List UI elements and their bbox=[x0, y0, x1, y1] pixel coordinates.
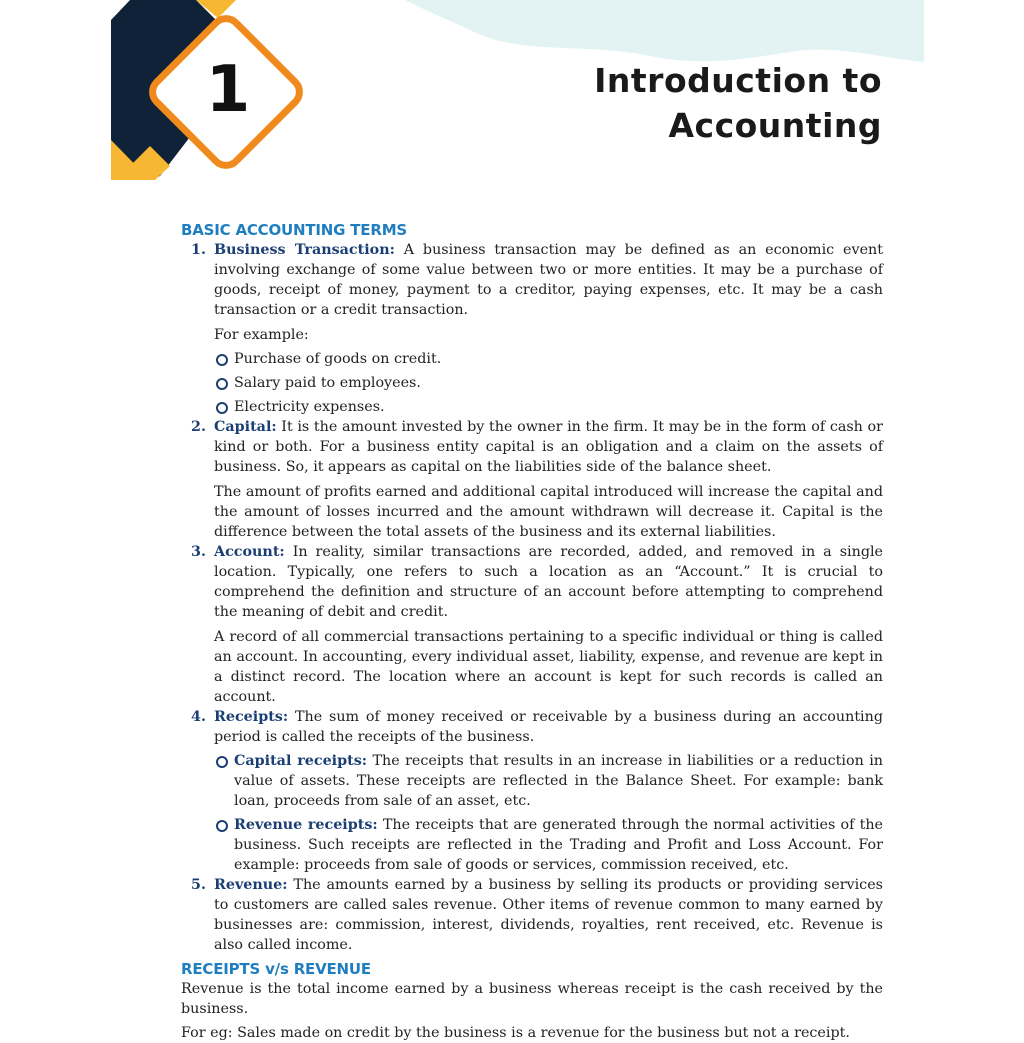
circle-bullet-icon bbox=[216, 756, 228, 768]
term-item-receipts bbox=[181, 707, 883, 875]
comparison-line-2: For eg: Sales made on credit by the business is a revenue for the business but not a receipt. bbox=[181, 1025, 850, 1041]
item-paragraph-2: A record of all commercial transactions pertaining to a specific individual or thing is called an account. In accounting, every individual asset, liability, expense, and revenue are kept in a distinct record. The location where an account is kept for such records is called an account. bbox=[214, 629, 883, 705]
item-paragraph bbox=[214, 875, 883, 955]
chapter-title-line1: Introduction to bbox=[594, 61, 882, 100]
item-number: 4. bbox=[191, 709, 206, 725]
list-item bbox=[214, 349, 883, 369]
section-heading-receipts-vs-revenue: RECEIPTS v/s REVENUE bbox=[181, 960, 371, 978]
item-paragraph bbox=[214, 707, 883, 747]
circle-bullet-icon bbox=[216, 402, 228, 414]
content-body bbox=[181, 220, 883, 1043]
chapter-number: 1 bbox=[205, 53, 251, 127]
term-text: In reality, similar transactions are recorded, added, and removed in a single location. Typically, one refers to such a location as an “Account.” It is crucial to comprehend the definition and structure of an account before attempting to comprehend the meaning of debit and credit. bbox=[214, 544, 883, 620]
sub-term-label: Capital receipts: bbox=[234, 753, 368, 769]
term-text: A business transaction may be defined as an economic event involving exchange of some value between two or more entities. It may be a purchase of goods, receipt of money, payment to a creditor, paying expenses, etc. It may be a cash transaction or a credit transaction. bbox=[214, 242, 883, 318]
bullet-text: Electricity expenses. bbox=[234, 399, 385, 415]
item-paragraph-2: The amount of profits earned and additional capital introduced will increase the capital and the amount of losses incurred and the amount withdrawn will decrease it. Capital is the difference between the total assets of the business and its external liabilities. bbox=[214, 484, 883, 540]
comparison-line-1: Revenue is the total income earned by a business whereas receipt is the cash received by the business. bbox=[181, 981, 883, 1017]
list-item bbox=[214, 373, 883, 393]
example-label: For example: bbox=[214, 327, 309, 343]
term-label: Receipts: bbox=[214, 709, 289, 725]
circle-bullet-icon bbox=[216, 378, 228, 390]
bullet-text: Salary paid to employees. bbox=[234, 375, 421, 391]
sub-paragraph bbox=[234, 751, 883, 811]
list-item bbox=[214, 397, 883, 417]
chapter-title-line2: Accounting bbox=[668, 106, 882, 145]
item-number: 5. bbox=[191, 877, 206, 893]
term-label: Account: bbox=[214, 544, 285, 560]
item-paragraph bbox=[214, 542, 883, 622]
term-label: Business Transaction: bbox=[214, 242, 395, 258]
teal-wave-shape bbox=[405, 0, 924, 62]
item-number: 1. bbox=[191, 242, 206, 258]
item-number: 2. bbox=[191, 419, 206, 435]
sub-item-revenue-receipts bbox=[214, 815, 883, 875]
circle-bullet-icon bbox=[216, 820, 228, 832]
term-text: The amounts earned by a business by selling its products or providing services to customers are called sales revenue. Other items of revenue common to many earned by businesses are: commission, interest, dividends, royalties, rent received, etc. Revenue is also called income. bbox=[214, 877, 883, 953]
term-item-account bbox=[181, 542, 883, 707]
sub-term-text: The receipts that are generated through the normal activities of the business. Such receipts are reflected in the Trading and Profit and Loss Account. For example: proceeds from sale of goods or services, commission received, etc. bbox=[234, 817, 883, 873]
section-heading-basic-terms: BASIC ACCOUNTING TERMS bbox=[181, 221, 408, 239]
term-label: Revenue: bbox=[214, 877, 288, 893]
sub-item-capital-receipts bbox=[214, 751, 883, 811]
item-paragraph bbox=[214, 240, 883, 320]
term-item-revenue bbox=[181, 875, 883, 955]
sub-paragraph bbox=[234, 815, 883, 875]
sub-term-label: Revenue receipts: bbox=[234, 817, 378, 833]
term-text: The sum of money received or receivable by a business during an accounting period is called the receipts of the business. bbox=[214, 709, 883, 745]
sub-term-text: The receipts that results in an increase in liabilities or a reduction in value of assets. These receipts are reflected in the Balance Sheet. For example: bank loan, proceeds from sale of an asset, etc. bbox=[234, 753, 883, 809]
chapter-title bbox=[594, 58, 882, 148]
term-item-capital bbox=[181, 417, 883, 542]
term-item-business-transaction bbox=[181, 240, 883, 417]
bullet-text: Purchase of goods on credit. bbox=[234, 351, 442, 367]
term-label: Capital: bbox=[214, 419, 277, 435]
circle-bullet-icon bbox=[216, 354, 228, 366]
term-text: It is the amount invested by the owner in the firm. It may be in the form of cash or kind or both. For a business entity capital is an obligation and a claim on the assets of business. So, it appears as capital on the liabilities side of the balance sheet. bbox=[214, 419, 883, 475]
item-paragraph bbox=[214, 417, 883, 477]
item-number: 3. bbox=[191, 544, 206, 560]
